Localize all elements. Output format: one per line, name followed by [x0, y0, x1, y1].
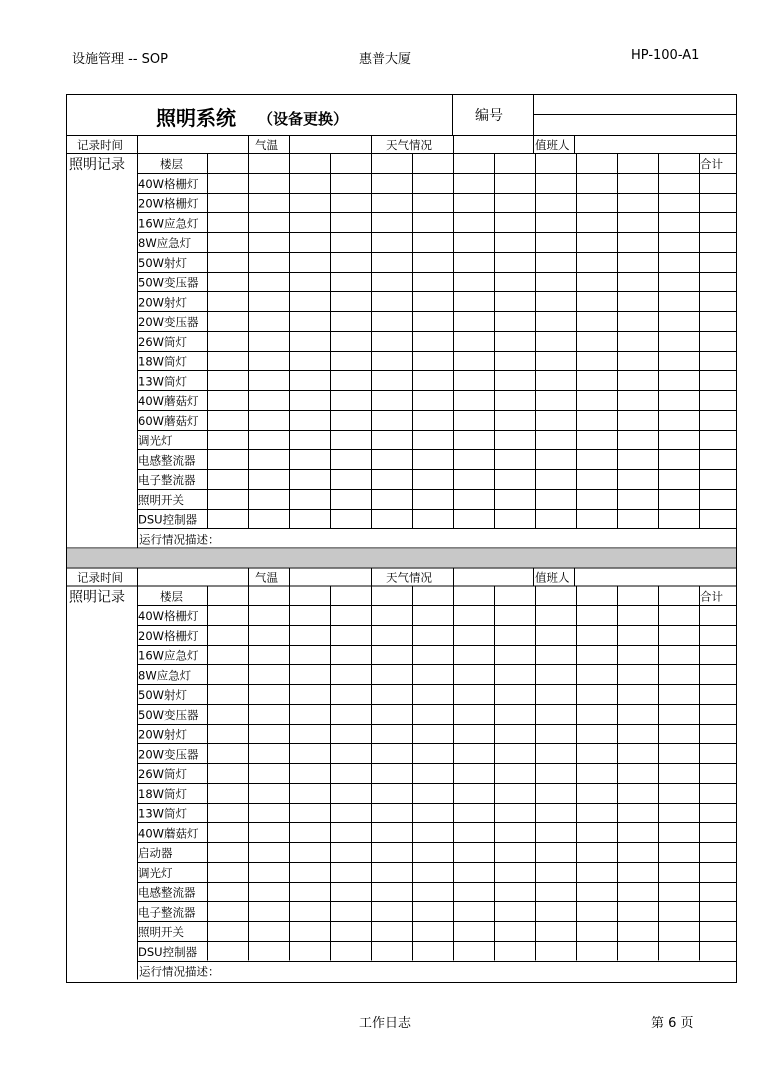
- section-1-item-label-3: 16W应急灯: [138, 216, 199, 231]
- section-1-item-label-4: 8W应急灯: [138, 236, 192, 250]
- header-doc-code: HP-100-A1: [631, 48, 700, 63]
- section-1-item-label-13: 60W蘑菇灯: [138, 413, 199, 428]
- section-2-item-label-10: 18W筒灯: [138, 786, 188, 801]
- section-1-record-time-label: 记录时间: [77, 138, 123, 152]
- section-separator-band: [67, 548, 736, 567]
- section-2-item-label-4: 8W应急灯: [138, 668, 192, 683]
- section-1-temperature-label: 气温: [255, 138, 278, 152]
- section-2-item-label-11: 13W筒灯: [138, 806, 188, 821]
- section-1-duty-person-label: 值班人: [535, 138, 570, 152]
- section-2-total-label: 合计: [700, 589, 723, 604]
- section-1-item-label-12: 40W蘑菇灯: [138, 394, 199, 408]
- header-building-name: 惠普大厦: [359, 52, 412, 67]
- section-2-item-label-9: 26W筒灯: [138, 767, 188, 781]
- form-subtitle: （设备更换）: [258, 110, 349, 128]
- section-1-floor-label: 楼层: [160, 157, 183, 171]
- section-1-item-label-18: DSU控制器: [138, 512, 198, 527]
- form-title: 照明系统: [156, 106, 236, 130]
- section-2-item-label-15: 电感整流器: [138, 885, 196, 900]
- section-1-description-label: 运行情况描述：: [139, 532, 220, 547]
- section-2-item-label-7: 20W射灯: [138, 727, 188, 742]
- section-1-item-label-15: 电感整流器: [138, 453, 196, 468]
- section-1-item-label-6: 50W变压器: [138, 275, 199, 290]
- lighting-equipment-form: [66, 94, 737, 983]
- section-2-item-label-12: 40W蘑菇灯: [138, 826, 199, 841]
- section-2-item-label-1: 40W格栅灯: [138, 609, 199, 623]
- section-2-item-label-17: 照明开关: [138, 925, 184, 939]
- section-1-item-label-11: 13W筒灯: [138, 374, 188, 389]
- number-label: 编号: [475, 108, 503, 124]
- section-2-item-label-13: 启动器: [138, 846, 173, 860]
- section-2-record-time-label: 记录时间: [77, 570, 123, 585]
- section-1-item-label-8: 20W变压器: [138, 315, 199, 329]
- section-2-duty-person-label: 值班人: [535, 570, 570, 585]
- section-1-item-label-17: 照明开关: [138, 492, 184, 507]
- section-2-weather-label: 天气情况: [386, 570, 432, 585]
- section-2-item-label-16: 电子整流器: [138, 905, 196, 920]
- section-1-item-label-14: 调光灯: [138, 433, 173, 448]
- section-2-item-label-3: 16W应急灯: [138, 648, 199, 663]
- section-1-item-label-1: 40W格栅灯: [138, 176, 199, 191]
- section-2-item-label-5: 50W射灯: [138, 688, 188, 702]
- section-2-item-label-6: 50W变压器: [138, 707, 199, 722]
- section-1-item-label-7: 20W射灯: [138, 295, 188, 310]
- section-1-weather-label: 天气情况: [386, 138, 432, 152]
- section-1-item-label-9: 26W筒灯: [138, 334, 188, 349]
- section-1-item-label-2: 20W格栅灯: [138, 196, 199, 211]
- section-2-item-label-14: 调光灯: [138, 865, 173, 880]
- footer-title: 工作日志: [359, 1016, 412, 1031]
- section-1-section-label: 照明记录: [69, 157, 125, 173]
- section-2-temperature-label: 气温: [255, 570, 278, 585]
- form-grid: [66, 94, 737, 983]
- section-2-description-label: 运行情况描述：: [139, 964, 220, 979]
- section-2-item-label-2: 20W格栅灯: [138, 628, 199, 643]
- section-1-item-label-16: 电子整流器: [138, 473, 196, 487]
- section-2-item-label-18: DSU控制器: [138, 944, 198, 959]
- section-2-item-label-8: 20W变压器: [138, 747, 199, 762]
- section-2-section-label: 照明记录: [69, 589, 125, 606]
- section-1-total-label: 合计: [700, 157, 723, 171]
- footer-page-number: 第 6 页: [651, 1016, 694, 1031]
- section-1-item-label-5: 50W射灯: [138, 255, 188, 270]
- header-left-text: 设施管理 -- SOP: [72, 52, 168, 67]
- section-1-item-label-10: 18W筒灯: [138, 354, 188, 369]
- section-2-floor-label: 楼层: [160, 589, 183, 604]
